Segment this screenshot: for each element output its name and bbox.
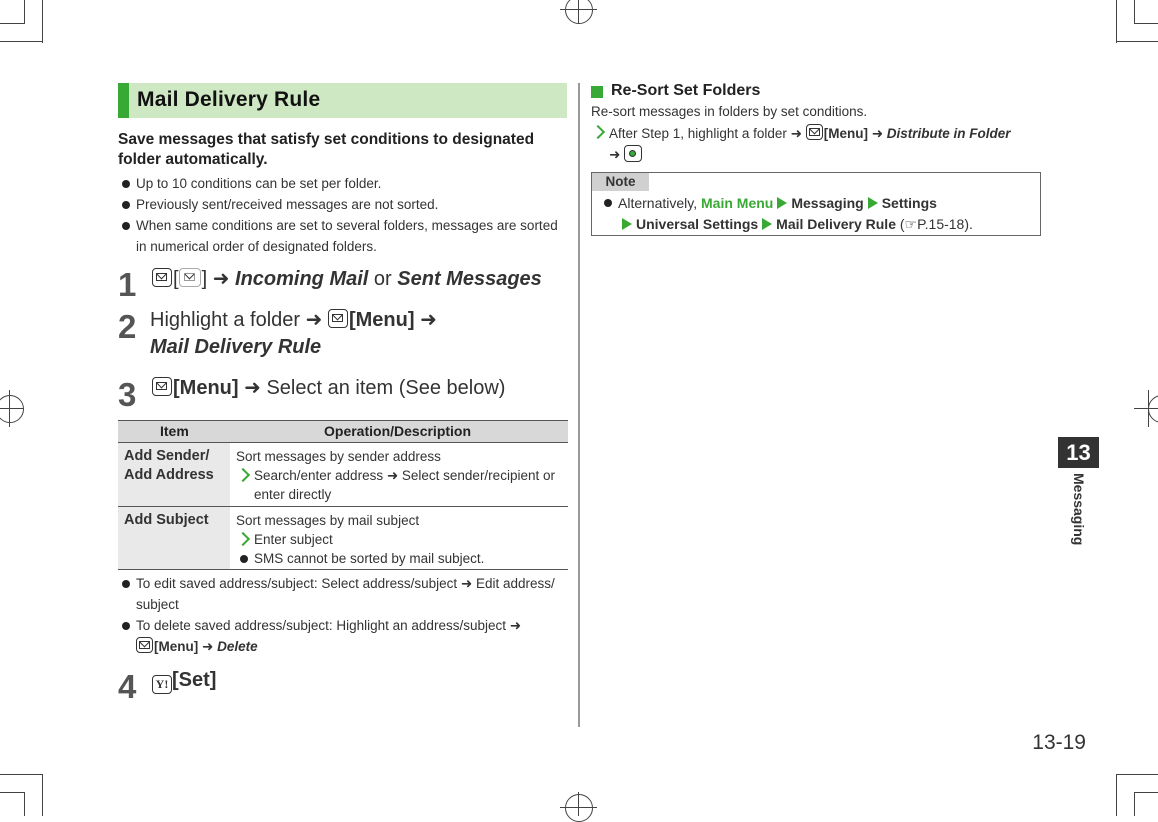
universal-settings-label: Universal Settings: [636, 216, 759, 232]
crop-mark: [0, 408, 24, 409]
resort-step: [591, 123, 1041, 165]
mail-key-icon: [152, 268, 172, 287]
mail-key-icon: [136, 637, 153, 653]
column-header-item: Item: [160, 423, 189, 439]
arrow-icon: ➜: [420, 309, 437, 331]
chapter-label: Messaging: [1071, 473, 1087, 546]
arrow-icon: ➜: [609, 147, 621, 162]
step-3-text: [152, 375, 505, 402]
arrow-icon: ➜: [244, 377, 261, 399]
crop-mark: [24, 792, 25, 816]
crop-mark: [578, 0, 579, 24]
chapter-label-wrap: [1066, 470, 1090, 550]
crop-mark: [9, 390, 10, 427]
resort-step-instruction: After Step 1, highlight a folder ➜: [609, 126, 802, 141]
menu-label: [Menu]: [823, 126, 868, 141]
bracket-close: ]: [201, 268, 208, 290]
or-label: or: [373, 268, 392, 290]
mail-delivery-rule-label: Mail Delivery Rule: [776, 216, 896, 232]
mail-key-icon: [328, 309, 348, 328]
step-4-text: [152, 667, 216, 694]
list-item: Previously sent/received messages are not sorted.: [118, 194, 568, 215]
delete-label: Delete: [217, 639, 258, 654]
section-banner: [118, 83, 567, 118]
page-reference: P.15-18).: [917, 216, 973, 232]
mail-key-icon: [806, 124, 823, 140]
crop-mark: [560, 9, 597, 10]
operation-note: SMS cannot be sorted by mail subject.: [236, 549, 564, 568]
arrow-icon: ➜: [871, 126, 884, 141]
crop-mark: [0, 792, 24, 793]
page-number: 13-19: [1032, 731, 1086, 754]
column-header-description: Operation/Description: [324, 423, 472, 439]
table-row: [118, 443, 568, 507]
pointing-hand-icon: ☞: [904, 216, 918, 232]
crop-mark: [1134, 792, 1158, 793]
crop-mark: [0, 41, 43, 42]
chapter-number: 13: [1058, 437, 1099, 468]
section-intro: Save messages that satisfy set conditions to designated folder automatically.: [118, 131, 535, 168]
table-cell-description: [236, 511, 564, 568]
crop-mark: [1116, 774, 1158, 775]
step-2-instruction: Highlight a folder: [150, 309, 301, 331]
table-cell-item: [118, 507, 230, 569]
arrow-icon: ➜: [212, 268, 230, 290]
note-intro: Alternatively,: [618, 195, 698, 211]
arrow-icon: ➜: [202, 639, 214, 654]
triangle-arrow-icon: [868, 197, 878, 209]
list-item: [118, 615, 568, 657]
mail-key-icon: [152, 377, 172, 396]
main-menu-label: Main Menu: [701, 195, 774, 211]
crop-mark: [1116, 41, 1158, 42]
crop-mark: [1116, 0, 1117, 43]
section-marker-icon: [591, 86, 603, 98]
menu-label: [Menu]: [173, 377, 239, 399]
step-1-text: [152, 266, 542, 293]
operation-step: Search/enter address ➜ Select sender/recipient or enter directly: [236, 466, 564, 504]
operation-step: Enter subject: [236, 530, 564, 549]
registration-mark: [565, 794, 593, 822]
description-text: Sort messages by sender address: [236, 449, 441, 464]
menu-label: [Menu]: [154, 639, 199, 654]
crop-mark: [560, 807, 597, 808]
item-label: Add Sender/ Add Address: [124, 448, 214, 483]
mail-key-icon: [179, 268, 201, 287]
crop-mark: [24, 0, 25, 24]
resort-description: Re-sort messages in folders by set conditions.: [591, 104, 868, 119]
crop-mark: [1148, 390, 1149, 427]
note-box: [591, 172, 1041, 236]
resort-step-line: [591, 123, 1041, 165]
crop-mark: [42, 774, 43, 816]
incoming-mail-label: Incoming Mail: [235, 268, 369, 290]
note-bullet: [600, 193, 1030, 235]
triangle-arrow-icon: [777, 197, 787, 209]
step-number: 4: [118, 668, 137, 705]
item-label: Add Subject: [124, 512, 209, 528]
registration-mark: [1148, 395, 1158, 423]
crop-mark: [1134, 792, 1135, 816]
triangle-arrow-icon: [622, 218, 632, 230]
distribute-in-folder-label: Distribute in Folder: [886, 126, 1011, 141]
table-cell-description: [236, 447, 564, 504]
section-title: Mail Delivery Rule: [137, 88, 321, 111]
edit-delete-bullets: [118, 573, 568, 657]
crop-mark: [0, 23, 24, 24]
note-label: Note: [592, 173, 649, 191]
crop-mark: [1134, 23, 1158, 24]
reference-paren: (: [899, 216, 905, 232]
note-text: [600, 193, 1030, 235]
list-item: When same conditions are set to several folders, messages are sorted in numerical order of designated folders.: [118, 215, 568, 257]
step-2-text: [150, 307, 550, 361]
crop-mark: [1134, 408, 1158, 409]
sent-messages-label: Sent Messages: [397, 268, 542, 290]
list-item: Up to 10 conditions can be set per folder.: [118, 173, 568, 194]
arrow-icon: ➜: [305, 309, 323, 331]
resort-title: Re-Sort Set Folders: [611, 82, 761, 99]
yahoo-key-icon: Y!: [152, 675, 172, 694]
crop-mark: [1134, 0, 1135, 24]
list-item: To edit saved address/subject: Select address/subject ➜ Edit address/ subject: [118, 573, 568, 615]
registration-mark: [565, 0, 593, 24]
delete-instruction: To delete saved address/subject: Highlight an address/subject ➜: [136, 618, 522, 633]
table-row: [118, 507, 568, 570]
messaging-label: Messaging: [791, 195, 864, 211]
table-header: [118, 420, 568, 443]
set-label: [Set]: [172, 669, 217, 691]
triangle-arrow-icon: [762, 218, 772, 230]
menu-label: [Menu]: [348, 309, 415, 331]
step-number: 1: [118, 266, 137, 303]
step-number: 3: [118, 376, 137, 413]
banner-accent-bar: [118, 83, 129, 118]
crop-mark: [42, 0, 43, 43]
intro-bullets: [118, 173, 568, 257]
crop-mark: [578, 792, 579, 816]
settings-label: Settings: [881, 195, 937, 211]
mail-delivery-rule-label: Mail Delivery Rule: [150, 336, 322, 358]
column-divider: [578, 83, 580, 727]
step-3-instruction: Select an item (See below): [266, 377, 506, 399]
description-text: Sort messages by mail subject: [236, 513, 420, 528]
crop-mark: [0, 774, 43, 775]
table-cell-item: [118, 443, 230, 506]
center-key-icon: [624, 145, 642, 162]
crop-mark: [1116, 774, 1117, 816]
bracket-open: [: [173, 268, 179, 290]
step-number: 2: [118, 308, 137, 345]
registration-mark: [0, 395, 24, 423]
